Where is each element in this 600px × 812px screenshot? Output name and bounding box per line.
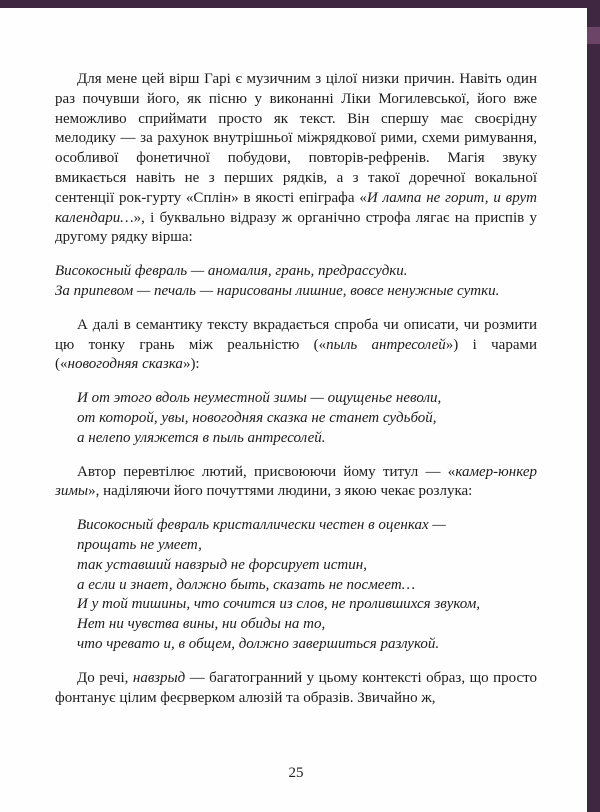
verse-line: И у той тишины, что сочится из слов, не пролившихся звуком,: [77, 596, 481, 613]
body-text: ») і чарами («: [55, 336, 537, 373]
page-number: 25: [288, 765, 304, 781]
verse-line: а если и знает, должно быть, сказать не посмеет…: [77, 576, 416, 593]
body-text: », і буквально відразу ж органічно строфа лягає на приспів у другому рядку вірша:: [55, 209, 537, 246]
body-text: Автор перевтілює лютий, присвоюючи йому титул — «: [77, 463, 456, 480]
body-text: А далі в семантику тексту вкрадається спроба чи описати, чи розмити цю тонку грань між реальністю («: [55, 316, 537, 353]
page-content: [55, 70, 537, 722]
emphasis-text: навзрыд: [132, 669, 186, 686]
verse-line: За припевом — печаль — нарисованы лишние, вовсе ненужные сутки.: [55, 282, 500, 299]
verse-line: И от этого вдоль неуместной зимы — ощущенье неволи,: [77, 390, 442, 407]
page-top-border: [0, 0, 600, 8]
verse-line: Високосный февраль — аномалия, грань, предрассудки.: [55, 263, 408, 280]
paragraph: [55, 463, 537, 503]
verse-line: Високосный февраль кристаллически честен в оценках —: [77, 517, 446, 534]
page-right-border-accent: [587, 27, 600, 44]
verse-line: а нелепо уляжется в пыль антресолей.: [77, 429, 326, 446]
body-text: — багатогранний у цьому контексті образ, що просто фонтанує цілим феєрверком алюзій та образів. Звичайно ж,: [55, 669, 537, 706]
paragraph: [55, 316, 537, 375]
emphasis-text: И лампа не горит, и врут календари…: [55, 189, 537, 226]
verse-line: от которой, увы, новогодняя сказка не станет судьбой,: [77, 409, 437, 426]
verse-line: так уставший навзрыд не форсирует истин,: [77, 556, 367, 573]
paragraph: [55, 669, 537, 709]
verse-line: что чревато и, в общем, должно завершиться разлукой.: [77, 635, 440, 652]
emphasis-text: новогодняя сказка: [67, 356, 183, 373]
verse-block: [55, 516, 537, 655]
verse-block: [55, 262, 537, 302]
body-text: »):: [182, 356, 200, 373]
emphasis-text: пыль антресолей: [326, 336, 446, 353]
verse-line: Нет ни чувства вины, ни обиды на то,: [77, 616, 326, 633]
body-text: До речі,: [77, 669, 133, 686]
verse-block: [55, 389, 537, 448]
body-text: Для мене цей вірш Гарі є музичним з цілої низки причин. Навіть один раз почувши його, як пісню у виконанні Ліки Могилевської, його вже неможливо сприймати просто як текст. Він спершу має своєрідну мелодику — за рахунок внутрішньої міжрядкової рими, схеми римування, особливої фонетичної побудови, повторів-рефренів. Магія звуку вмикається навіть не з перших рядків, а з такої доречної вокальної сентенції рок-гурту «Сплін» в якості епіграфа «: [55, 71, 537, 206]
body-text: », наділяючи його почуттями людини, з якою чекає розлука:: [88, 483, 473, 500]
paragraph: [55, 70, 537, 248]
page-right-border: [587, 0, 600, 812]
emphasis-text: камер-юнкер зимы: [55, 463, 537, 500]
verse-line: прощать не умеет,: [77, 536, 202, 553]
